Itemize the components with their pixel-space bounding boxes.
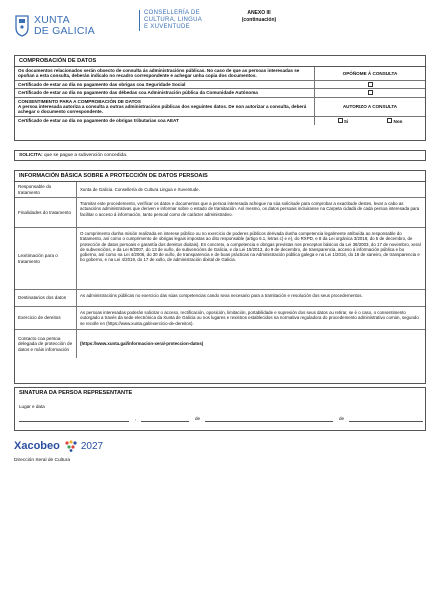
place-date-label: Lugar e data xyxy=(19,404,45,409)
annex-heading xyxy=(229,10,289,24)
year-field[interactable] xyxy=(349,421,423,422)
month-field[interactable] xyxy=(205,421,333,422)
annex-title: ANEXO III xyxy=(247,10,271,16)
dp-row xyxy=(15,307,425,330)
document-header xyxy=(14,6,434,46)
signature-section xyxy=(14,387,426,431)
department-line: E XUVENTUDE xyxy=(144,24,190,30)
dp-row-link[interactable]: (https://www.xunta.gal/informacion-xeral-proteccion-datos) xyxy=(80,341,204,347)
xacobeo-year: 2027 xyxy=(80,440,104,452)
dp-row xyxy=(15,182,425,198)
verification-intro-row xyxy=(15,67,425,81)
consent-row xyxy=(15,98,425,117)
department-name xyxy=(139,10,202,31)
annex-subtitle: (continuación) xyxy=(241,17,277,23)
consent-text: A persoa interesada autoriza a consulta a outras administracións públicas dos seguintes datos. De non autorizar a consulta, deberá achegar o documento correspondente. xyxy=(18,104,307,115)
directorate-name: Dirección Xeral de Cultura xyxy=(14,458,70,463)
consent-title: CONSENTIMENTO PARA A COMPROBACIÓN DE DATOS xyxy=(18,98,141,104)
dp-row-label: Exercicio de dereitos xyxy=(15,307,77,329)
galicia-seal-icon xyxy=(14,14,30,38)
xunta-logo xyxy=(14,8,134,44)
oppose-item-row xyxy=(15,81,425,89)
dp-row-label: Finalidades do tratamento xyxy=(15,198,77,227)
request-label: SOLICITA: xyxy=(19,153,43,158)
xacobeo-shell-icon xyxy=(64,440,78,452)
verification-intro: Os documentos relacionados serán obxecto de consulta ás administracións públicas. No caso de que as persoas interesadas se opoñan a esta consulta, deberán indicalo no recadro correspondente e achegar unha copia dos documentos. xyxy=(15,67,315,80)
section-title: COMPROBACIÓN DE DATOS xyxy=(15,56,425,67)
department-line: CONSELLERÍA DE xyxy=(144,10,200,16)
request-box xyxy=(14,150,426,161)
data-verification-section xyxy=(14,55,426,141)
dp-row-label: Destinatarios dos datos xyxy=(15,290,77,306)
oppose-item-label: Certificado de estar ao día no pagamento das obrigas coa Seguridade Social xyxy=(15,81,315,88)
oppose-item-label: Certificado de estar ao día no pagamento das débedas coa Administración pública da Comunidade Autónoma xyxy=(15,89,315,96)
data-protection-section xyxy=(14,170,426,384)
dp-row-text: Xunta de Galicia. Consellería de Cultura Lingua e Xuventude. xyxy=(80,186,200,192)
oppose-checkbox[interactable] xyxy=(368,90,373,95)
no-label: Non xyxy=(393,118,403,124)
dp-row-label: Lexitimación para o tratamento xyxy=(15,228,77,289)
dp-row-text: O cumprimento dunha misión realizada en interese público ou no exercicio de poderes públicos derivada dunha competencia legalmente atribuída ao responsable do tratamento, así como o cumprimento de obrigas legais impostas ao dito responsable (artigo 6.1, letras c) e e), do RXPD, e 8 da Lei orgánica 3/2018, do 5 de decembro, de protección de datos persoais e garantía dos dereitos dixitais). En concreto, a competencia e obrigas previstas nos preceptos básicos da Lei 38/2003, do 17 de novembro, xeral de subvencións, e da Lei 9/2007, do 13 de xuño, de subvencións de Galicia, e da Lei 19/2013, do 9 de decembro, de transparencia, acceso á información pública e bo goberno, así como na Lei 4/2006, do 30 de xuño, de transparencia e de boas prácticas na Administración pública galega e na Lei 1/2016, do 18 de xaneiro, de transparencia e bo goberno, e na Lei 4/2019, do 17 de xullo, de administración dixital de Galicia. xyxy=(80,231,421,263)
request-text: que se pague a subvención concedida. xyxy=(43,153,128,158)
dp-row xyxy=(15,330,425,358)
day-field[interactable] xyxy=(141,421,189,422)
yes-label: Si xyxy=(343,118,349,124)
xunta-wordmark xyxy=(34,15,95,37)
authorize-header: AUTORIZO A CONSULTA xyxy=(342,104,398,110)
dp-row-label: Contacto coa persoa delegada de protección de datos e máis información xyxy=(15,330,77,358)
section-title: INFORMACIÓN BÁSICA SOBRE A PROTECCIÓN DE DATOS PERSOAIS xyxy=(15,171,425,182)
dp-row-text: As persoas interesadas poderán solicitar o acceso, rectificación, oposición, limitación, portabilidade e supresión dos seus datos ou retirar, se é o caso, o consentimento outorgado a través da sede electrónica da Xunta de Galicia ou nos lugares e rexistros establecidos na normativa reguladora do procedemento administrativo común, segundo se recolle en (https://www.xunta.gal/exercicio-de-dereitos). xyxy=(80,310,419,326)
oppose-checkbox[interactable] xyxy=(368,82,373,87)
de-label: de xyxy=(195,416,201,421)
dp-row-text: Tramitar este procedemento, verificar os datos e documentos que a persoa interesada achegue na súa solicitude para comprobar a exactitude destes, levar a cabo as actuacións administrativas que deriven e informar sobre o estado de tramitación. Así mesmo, os datos persoais incluiranse na Carpeta cidadá de cada persoa interesada para facilitar o acceso á información, tanto persoal como de carácter administrativo. xyxy=(80,201,420,217)
oppose-header: OPÓÑOME Á CONSULTA xyxy=(342,70,398,76)
dp-row xyxy=(15,198,425,228)
dp-row xyxy=(15,228,425,290)
place-field[interactable] xyxy=(19,421,129,422)
oppose-item-row xyxy=(15,89,425,97)
comma-separator: , xyxy=(135,416,137,421)
de-label: de xyxy=(339,416,345,421)
dp-row-text: As administracións públicas no exercicio das súas competencias cando sexa necesario para a tramitación e resolución dos seus procedementos. xyxy=(80,293,363,298)
logo-line-2: DE GALICIA xyxy=(34,25,95,37)
logo-line-1: XUNTA xyxy=(34,14,70,26)
dp-row xyxy=(15,290,425,307)
section-title: SINATURA DA PERSOA REPRESENTANTE xyxy=(19,390,133,396)
yes-checkbox[interactable] xyxy=(338,118,343,123)
xacobeo-word: Xacobeo xyxy=(14,440,60,452)
dp-row-label: Responsable do tratamento xyxy=(15,182,77,197)
department-line: CULTURA, LINGUA xyxy=(144,17,203,23)
authorize-item-label: Certificado de estar ao día no pagamento de obrigas tributarias coa AEAT xyxy=(15,117,315,125)
no-checkbox[interactable] xyxy=(387,118,392,123)
xacobeo-logo xyxy=(14,438,103,454)
authorize-item-row xyxy=(15,117,425,125)
consent-text-block xyxy=(15,98,315,116)
